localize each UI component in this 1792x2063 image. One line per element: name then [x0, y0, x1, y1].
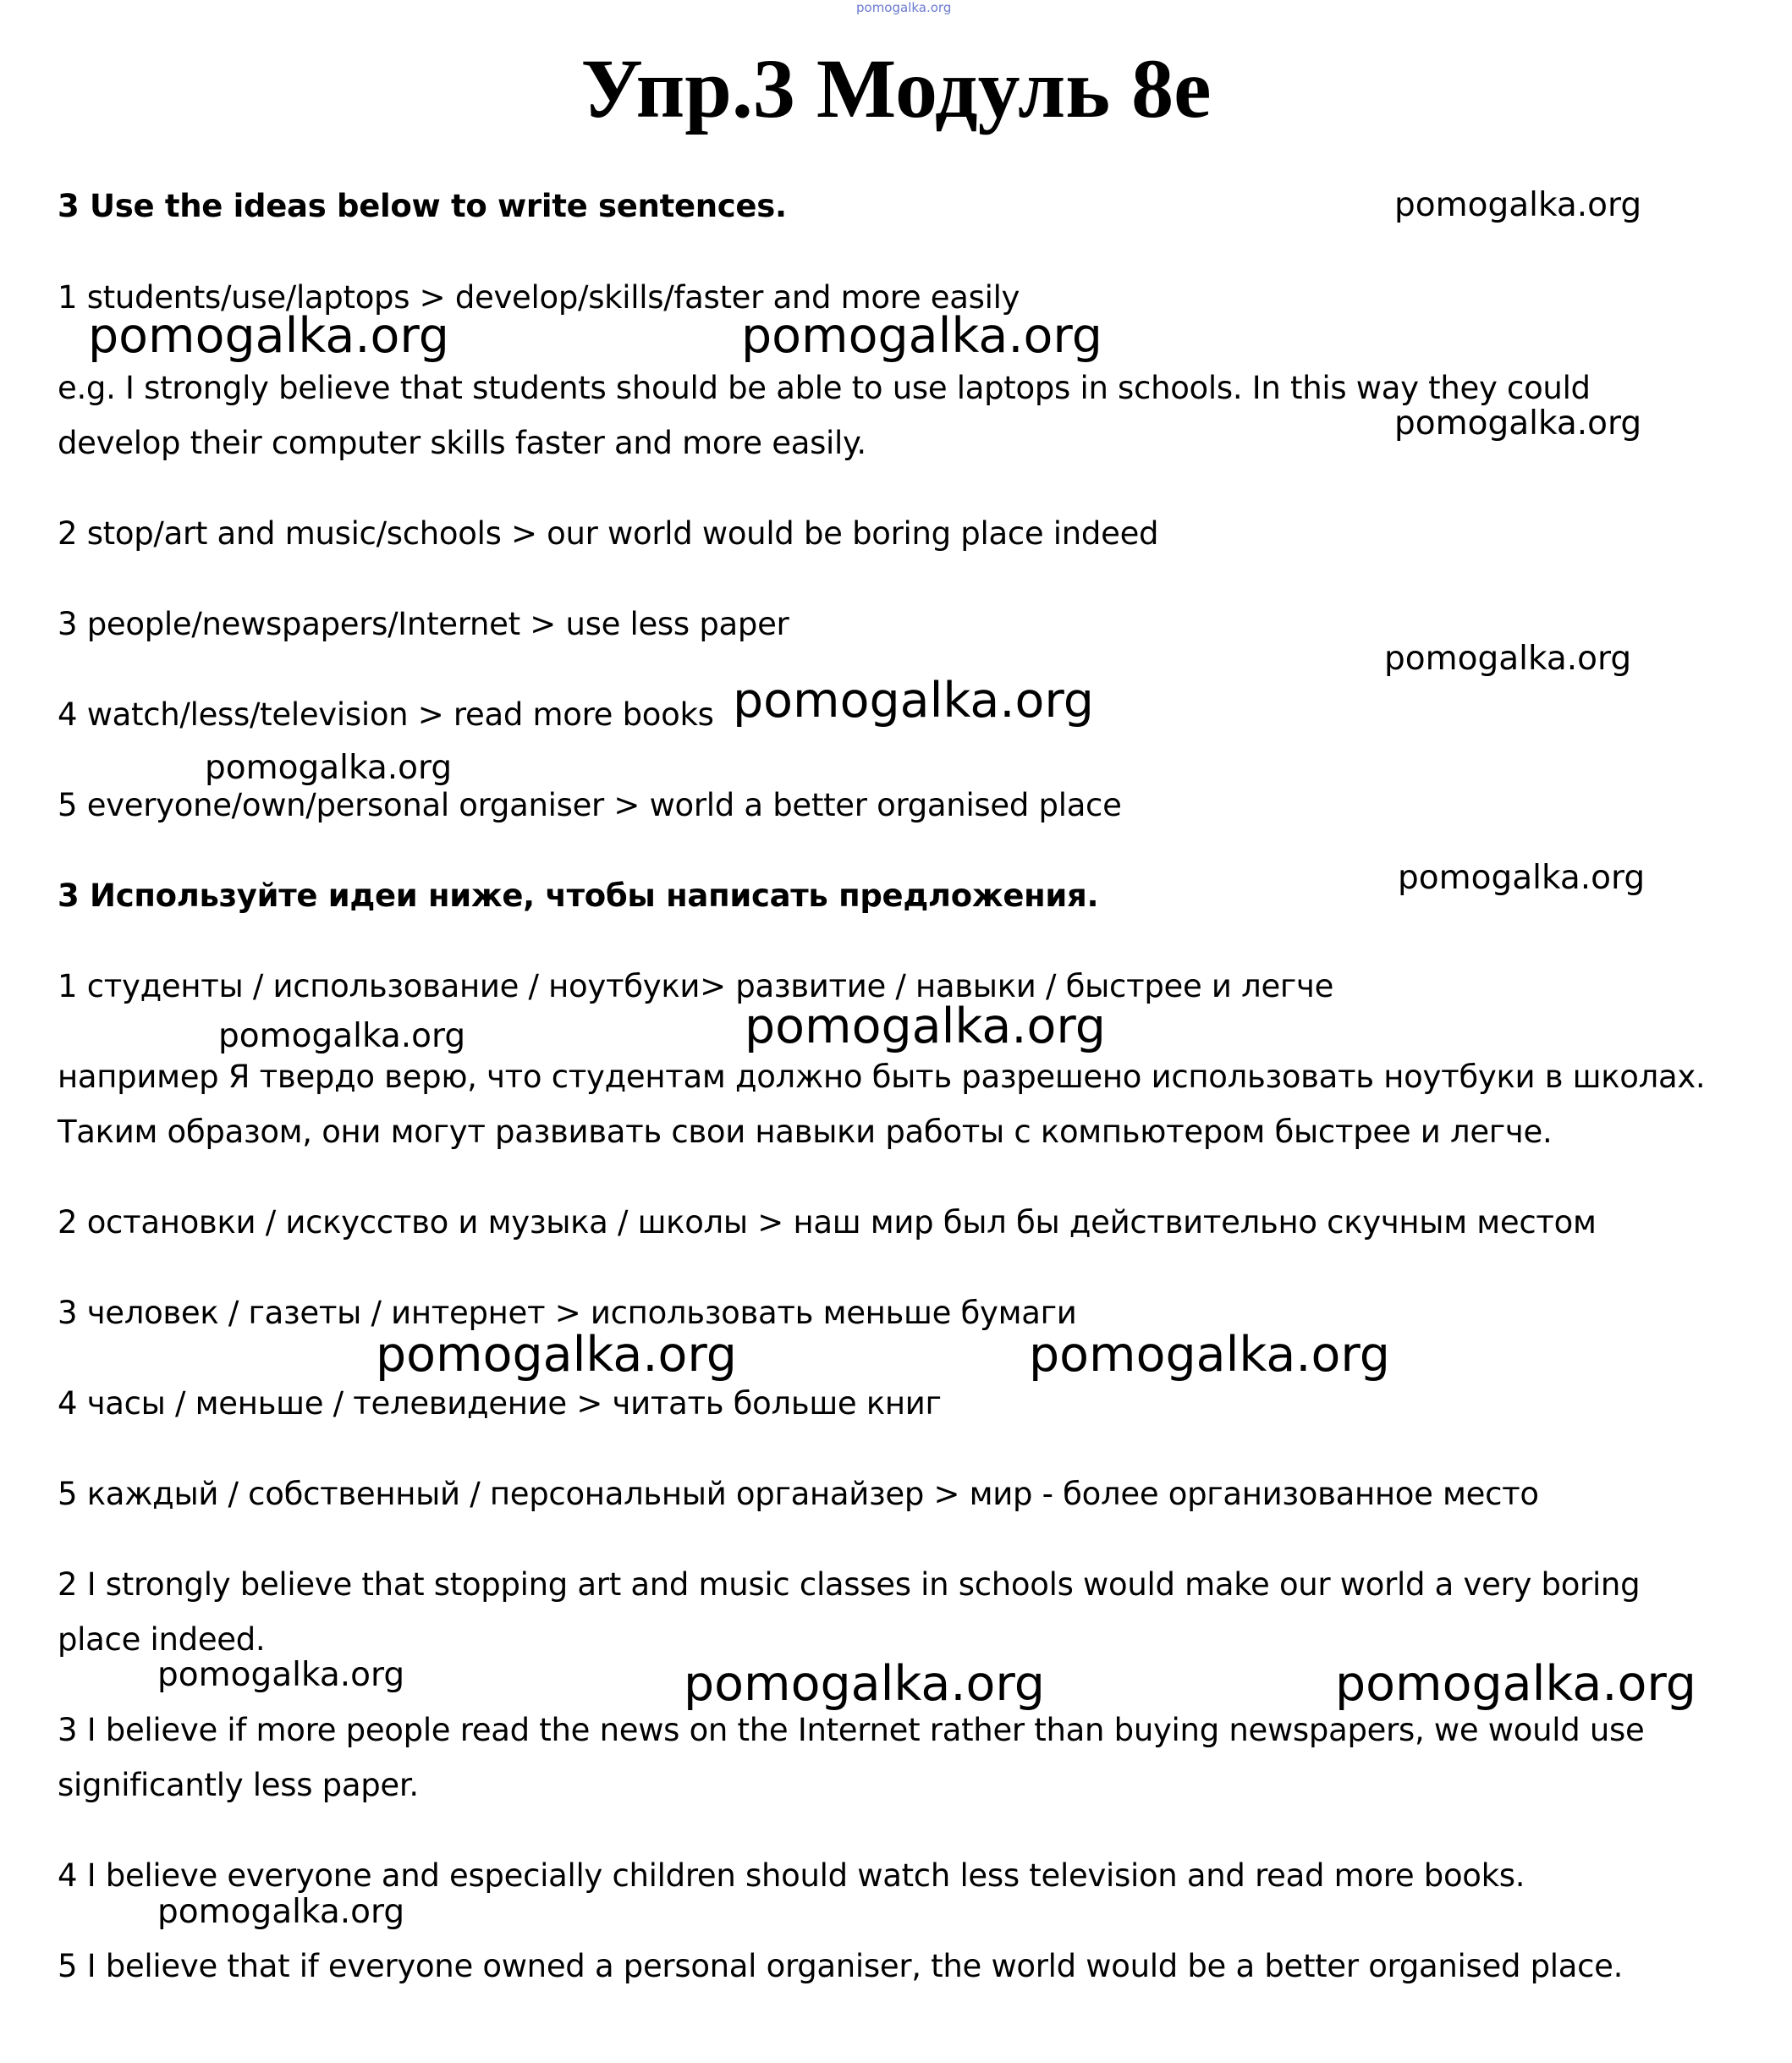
- watermark: pomogalka.org: [745, 998, 1106, 1054]
- watermark: pomogalka.org: [1394, 404, 1642, 443]
- english-item-1: 1 students/use/laptops > develop/skills/faster and more easily: [58, 279, 1020, 316]
- watermark: pomogalka.org: [741, 308, 1102, 364]
- answer-3-line-2: significantly less paper.: [58, 1767, 419, 1803]
- watermark: pomogalka.org: [218, 1017, 466, 1055]
- watermark: pomogalka.org: [1394, 186, 1642, 224]
- watermark: pomogalka.org: [157, 1656, 405, 1694]
- russian-item-2: 2 остановки / искусство и музыка / школы > наш мир был бы действительно скучным местом: [58, 1204, 1597, 1241]
- english-item-5: 5 everyone/own/personal organiser > world a better organised place: [58, 787, 1122, 823]
- watermark: pomogalka.org: [205, 749, 453, 787]
- answer-3-line-1: 3 I believe if more people read the news on the Internet rather than buying newspapers, we would use: [58, 1712, 1645, 1748]
- russian-item-5: 5 каждый / собственный / персональный органайзер > мир - более организованное место: [58, 1476, 1539, 1512]
- english-item-4: 4 watch/less/television > read more books: [58, 696, 714, 733]
- watermark: pomogalka.org: [88, 308, 449, 364]
- watermark: pomogalka.org: [684, 1656, 1045, 1712]
- answer-2-line-2: place indeed.: [58, 1621, 266, 1658]
- english-example-line-1: e.g. I strongly believe that students should be able to use laptops in schools. In this way they could: [58, 370, 1591, 406]
- russian-example-line-1: например Я твердо верю, что студентам должно быть разрешено использовать ноутбуки в школах.: [58, 1059, 1706, 1095]
- exercise-heading-english: 3 Use the ideas below to write sentences.: [58, 188, 787, 224]
- russian-item-1: 1 студенты / использование / ноутбуки> развитие / навыки / быстрее и легче: [58, 968, 1334, 1004]
- english-item-2: 2 stop/art and music/schools > our world would be boring place indeed: [58, 515, 1159, 552]
- header-watermark: pomogalka.org: [856, 0, 952, 15]
- english-item-3: 3 people/newspapers/Internet > use less paper: [58, 606, 789, 642]
- russian-item-4: 4 часы / меньше / телевидение > читать больше книг: [58, 1385, 942, 1422]
- exercise-heading-russian: 3 Используйте идеи ниже, чтобы написать предложения.: [58, 877, 1099, 914]
- answer-4: 4 I believe everyone and especially children should watch less television and read more books.: [58, 1857, 1525, 1894]
- russian-item-3: 3 человек / газеты / интернет > использовать меньше бумаги: [58, 1295, 1077, 1331]
- answer-2-line-1: 2 I strongly believe that stopping art and music classes in schools would make our world a very boring: [58, 1566, 1641, 1603]
- watermark: pomogalka.org: [1335, 1656, 1696, 1712]
- russian-example-line-2: Таким образом, они могут развивать свои навыки работы с компьютером быстрее и легче.: [58, 1114, 1553, 1150]
- watermark: pomogalka.org: [733, 673, 1094, 729]
- watermark: pomogalka.org: [157, 1893, 405, 1931]
- watermark: pomogalka.org: [376, 1327, 737, 1383]
- watermark: pomogalka.org: [1029, 1327, 1390, 1383]
- page-title: Упр.3 Модуль 8е: [580, 41, 1212, 135]
- watermark: pomogalka.org: [1398, 859, 1646, 897]
- english-example-line-2: develop their computer skills faster and more easily.: [58, 425, 866, 461]
- answer-5: 5 I believe that if everyone owned a personal organiser, the world would be a better organised place.: [58, 1948, 1624, 1984]
- watermark: pomogalka.org: [1384, 640, 1632, 678]
